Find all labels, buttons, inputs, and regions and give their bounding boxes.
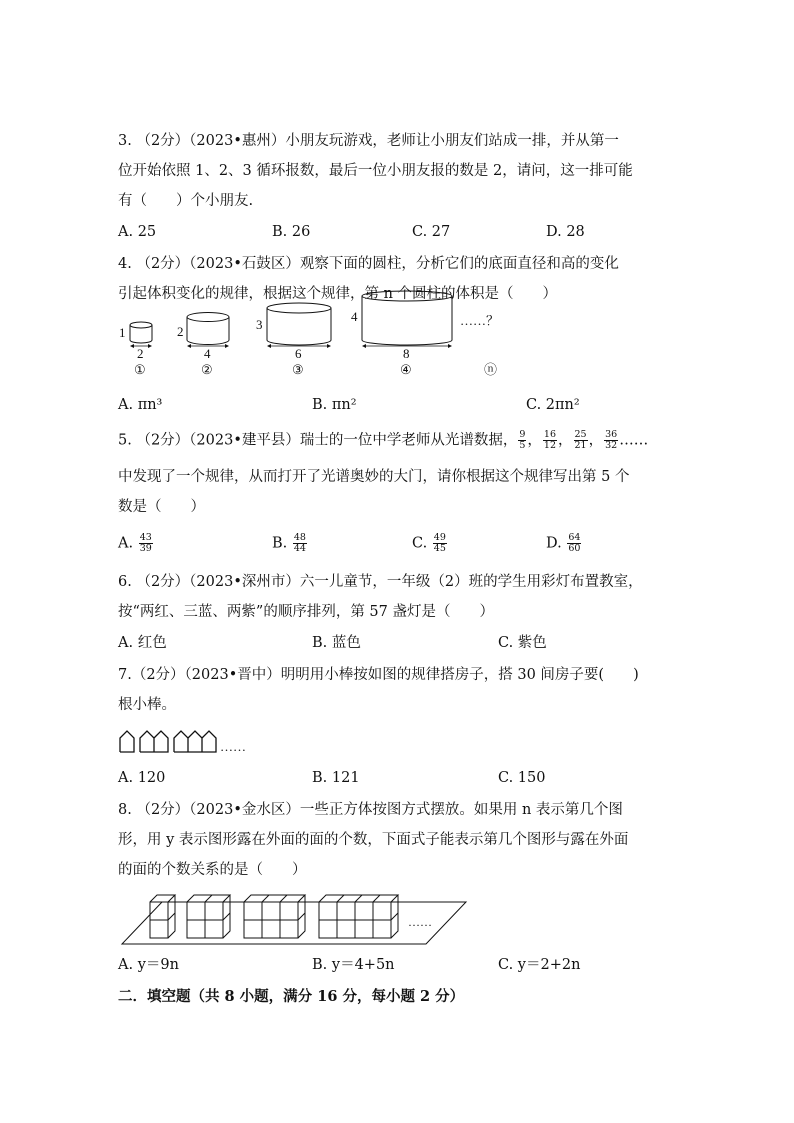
q7-line1: 7.（2分）（2023•晋中）明明用小棒按如图的规律搭房子，搭 30 间房子要( ) bbox=[118, 667, 639, 683]
cylinder-index-n: ⓝ bbox=[484, 362, 498, 377]
q3-option-a: A. 25 bbox=[118, 224, 157, 240]
q3-option-b: B. 26 bbox=[272, 224, 311, 240]
q3-line1: 3. （2分）（2023•惠州）小朋友玩游戏，老师让小朋友们站成一排，并从第一 bbox=[118, 133, 619, 149]
cylinder-4 bbox=[362, 291, 452, 345]
q6-option-c: C. 紫色 bbox=[498, 635, 547, 651]
q5-line2: 中发现了一个规律，从而打开了光谱奥妙的大门，请你根据这个规律写出第 5 个 bbox=[118, 469, 630, 485]
cylinders-figure bbox=[110, 288, 530, 388]
q5-fraction-1: $\frac{9}{5}$ bbox=[519, 429, 526, 451]
q7-option-b: B. 121 bbox=[312, 770, 360, 786]
q3-option-d: D. 28 bbox=[546, 224, 585, 240]
q6-line1: 6. （2分）（2023•深州市）六一儿童节，一年级（2）班的学生用彩灯布置教室， bbox=[118, 574, 643, 590]
houses-2 bbox=[140, 731, 168, 752]
stick-houses-figure bbox=[118, 728, 268, 754]
q6-option-b: B. 蓝色 bbox=[312, 635, 361, 651]
q4-option-a: A. πn³ bbox=[118, 397, 163, 413]
cylinder-1 bbox=[130, 322, 152, 343]
q5-option-b: B. $\frac{48}{44}$ bbox=[272, 532, 306, 554]
cube-group-4 bbox=[319, 895, 398, 938]
height-label-2: 2 bbox=[177, 324, 184, 339]
q8-line3: 的面的个数关系的是（ ） bbox=[118, 862, 307, 878]
cylinder-index-3: ③ bbox=[292, 362, 304, 377]
q3-line3: 有（ ）个小朋友. bbox=[118, 193, 254, 209]
house-1 bbox=[120, 731, 134, 752]
houses-3 bbox=[174, 731, 216, 752]
q5-fraction-3: $\frac{25}{21}$ bbox=[574, 429, 587, 451]
diameter-label-1: 2 bbox=[137, 346, 144, 361]
q4-option-c: C. 2πn² bbox=[526, 397, 580, 413]
height-label-3: 3 bbox=[256, 317, 263, 332]
q4-option-b: B. πn² bbox=[312, 397, 357, 413]
cubes-ellipsis: …… bbox=[408, 915, 432, 929]
q4-line2: 引起体积变化的规律，根据这个规律，第 n 个圆柱的体积是（ ） bbox=[118, 286, 558, 302]
houses-ellipsis: …… bbox=[220, 739, 246, 754]
q7-option-c: C. 150 bbox=[498, 770, 546, 786]
q8-option-a: A. y＝9n bbox=[118, 957, 179, 973]
cylinder-3 bbox=[267, 303, 331, 345]
q8-line2: 形，用 y 表示图形露在外面的面的个数，下面式子能表示第几个图形与露在外面 bbox=[118, 832, 629, 848]
cylinders-ellipsis: ……？ bbox=[460, 313, 500, 328]
q8-option-c: C. y＝2+2n bbox=[498, 957, 581, 973]
cubes-figure bbox=[118, 880, 478, 950]
q7-line2: 根小棒。 bbox=[118, 697, 176, 713]
q8-line1: 8. （2分）（2023•金水区）一些正方体按图方式摆放。如果用 n 表示第几个图 bbox=[118, 802, 623, 818]
q5-option-c: C. $\frac{49}{45}$ bbox=[412, 532, 446, 554]
q8-option-b: B. y＝4+5n bbox=[312, 957, 395, 973]
q6-line2: 按“两红、三蓝、两紫”的顺序排列，第 57 盏灯是（ ） bbox=[118, 604, 494, 620]
q7-option-a: A. 120 bbox=[118, 770, 166, 786]
q4-line1: 4. （2分）（2023•石鼓区）观察下面的圆柱，分析它们的底面直径和高的变化 bbox=[118, 256, 619, 272]
diameter-label-4: 8 bbox=[403, 346, 410, 361]
q6-option-a: A. 红色 bbox=[118, 635, 167, 651]
q5-option-d: D. $\frac{64}{60}$ bbox=[546, 532, 581, 554]
q5-ellipsis: …… bbox=[619, 432, 649, 449]
q3-option-c: C. 27 bbox=[412, 224, 451, 240]
cube-group-1 bbox=[150, 895, 175, 938]
cube-group-2 bbox=[187, 895, 230, 938]
q5-fraction-4: $\frac{36}{32}$ bbox=[605, 429, 618, 451]
cylinder-index-2: ② bbox=[201, 362, 213, 377]
q5-line1: 5. （2分）（2023•建平县）瑞士的一位中学老师从光谱数据， $\frac{9}{5}$ ， $\frac{16}{12}$ ， $\frac{25}{21}$ ， $\frac{36}{32}$ …… bbox=[118, 429, 649, 451]
q3-line2: 位开始依照 1、2、3 循环报数，最后一位小朋友报的数是 2，请问，这一排可能 bbox=[118, 163, 633, 179]
diameter-label-3: 6 bbox=[295, 346, 302, 361]
section-2-title: 二．填空题（共 8 小题，满分 16 分，每小题 2 分） bbox=[118, 988, 465, 1005]
cylinder-index-1: ① bbox=[134, 362, 146, 377]
cube-group-3 bbox=[244, 895, 305, 938]
q5-fraction-2: $\frac{16}{12}$ bbox=[543, 429, 557, 451]
height-label-4: 4 bbox=[351, 309, 358, 324]
q5-line3: 数是（ ） bbox=[118, 499, 205, 515]
cylinder-2 bbox=[187, 313, 229, 345]
q5-option-a: A. $\frac{43}{39}$ bbox=[118, 532, 152, 554]
height-label-1: 1 bbox=[119, 325, 126, 340]
diameter-label-2: 4 bbox=[204, 346, 211, 361]
q5-line1-text: 5. （2分）（2023•建平县）瑞士的一位中学老师从光谱数据， bbox=[118, 432, 518, 449]
cylinder-index-4: ④ bbox=[400, 362, 412, 377]
